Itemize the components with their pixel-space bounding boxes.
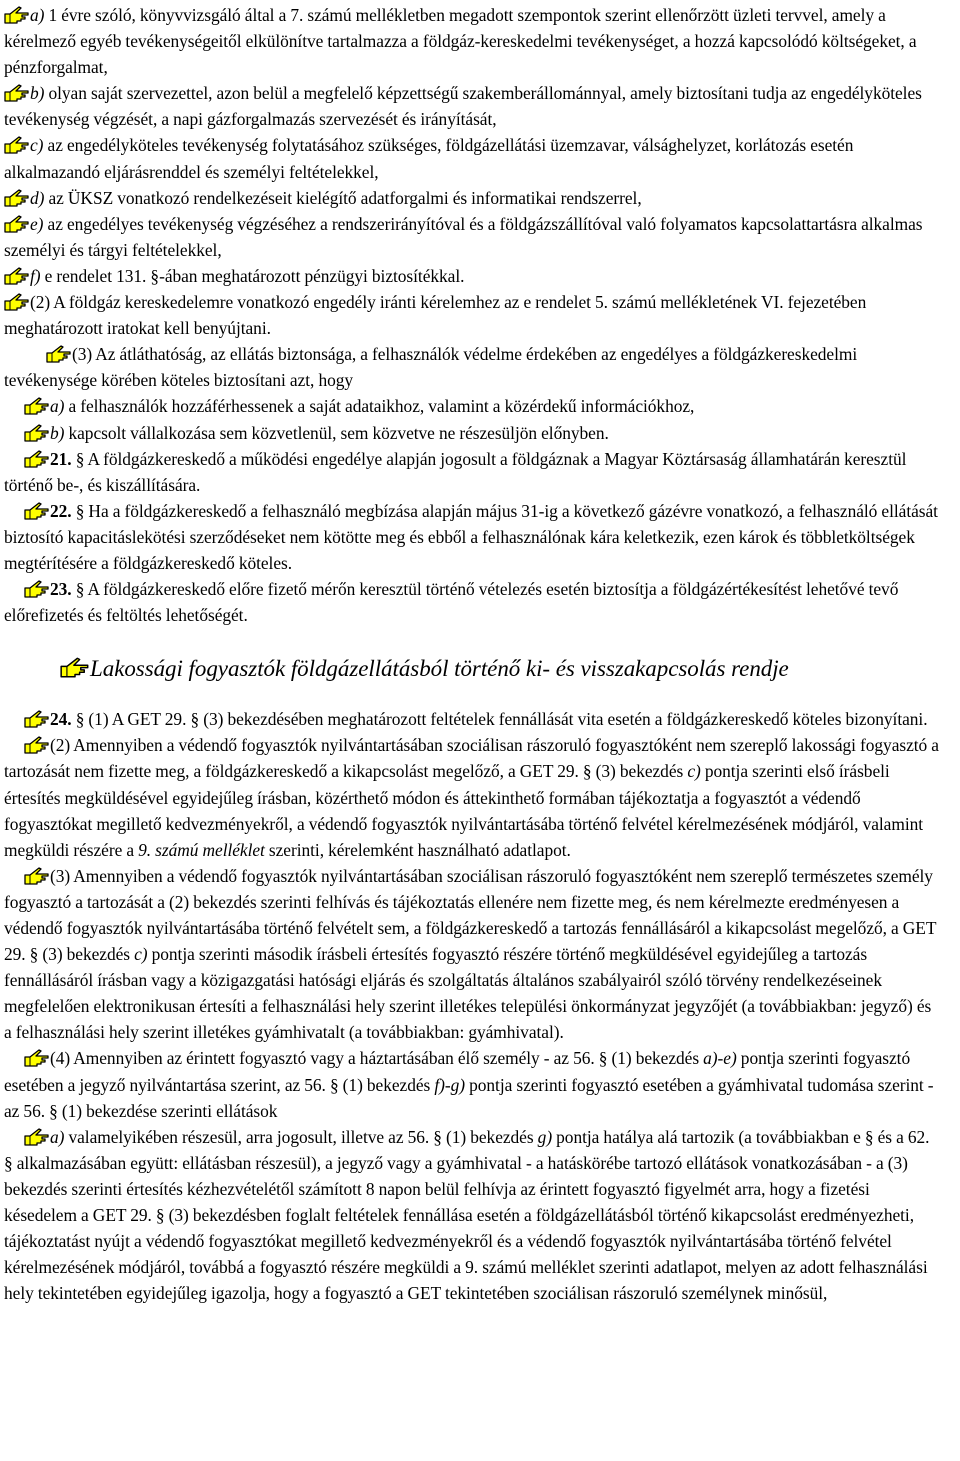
pointing-hand-icon [24, 579, 50, 598]
section-number: 23. [50, 579, 72, 600]
item-label: a) [50, 396, 65, 417]
paragraph-text: (2) A földgáz kereskedelemre vonatkozó engedély iránti kérelemhez az e rendelet 5. számú mellékletének VI. fejezetében meghatározott iratokat kell benyújtani. [4, 292, 867, 339]
paragraph-3a [4, 393, 940, 419]
heading-text: Lakossági fogyasztók földgázellátásból történő ki- és visszakapcsolás rendje [90, 656, 789, 682]
item-label: b) [50, 422, 65, 443]
italic-ref: c) [687, 761, 701, 782]
paragraph-text: § A földgázkereskedő a működési engedélye alapján jogosult a földgáznak a Magyar Köztársaság államhatárán keresztül történő be-, és kiszállítására. [4, 448, 907, 495]
paragraph-text: pontja szerinti második írásbeli értesítés fogyasztó részére történő megküldésével egyidejűleg a tartozás fennállásáról írásban vagy a közigazgatási hatósági eljárás és szolgáltatás általános szabályairól szóló törvény rendelkezéseinek megfelelően elektronikusan értesíti a felhasználási hely szerint illetékes települési önkormányzat jegyzőjét (a továbbiakban: jegyző) és a felhasználási hely szerint illetékes gyámhivatalt (a továbbiakban: gyámhivatal). [4, 944, 932, 1043]
pointing-hand-icon [24, 709, 50, 728]
pointing-hand-icon [4, 5, 30, 24]
italic-ref: 9. számú melléklet [138, 839, 265, 860]
paragraph-c [4, 132, 940, 184]
paragraph-text: (4) Amennyiben az érintett fogyasztó vagy a háztartásában élő személy - az 56. § (1) bekezdés [50, 1048, 704, 1069]
paragraph-24-4a [4, 1124, 940, 1307]
section-number: 21. [50, 448, 72, 469]
pointing-hand-icon [4, 188, 30, 207]
paragraph-e [4, 211, 940, 263]
paragraph-b [4, 80, 940, 132]
paragraph-text: 1 évre szóló, könyvvizsgáló által a 7. számú mellékletben megadott szempontok szerint ellenőrzött üzleti tervvel, amely a kérelmező egyéb tevékenységeitől elkülönítve tartalmazza a földgáz-kereskedelmi tevékenységet, a hozzá kapcsolódó költségeket, a pénzforgalmat, [4, 5, 917, 78]
italic-ref: a)-e) [703, 1048, 737, 1069]
pointing-hand-icon [24, 396, 50, 415]
section-23 [4, 576, 940, 628]
item-label: e) [30, 213, 44, 234]
paragraph-24-4 [4, 1045, 940, 1123]
section-22 [4, 498, 940, 576]
paragraph-d [4, 185, 940, 211]
paragraph-text: olyan saját szervezettel, azon belül a megfelelő képzettségű szakemberállománnyal, amely biztosítani tudja az engedélyköteles tevékenység végzését, a napi gázforgalmazás szervezését és irányítását, [4, 83, 922, 130]
item-label: f) [30, 265, 41, 286]
paragraph-text: a felhasználók hozzáférhessenek a saját adataikhoz, valamint a közérdekű információkhoz, [64, 396, 695, 417]
pointing-hand-icon [60, 656, 90, 678]
paragraph-text: pontja szerinti fogyasztó esetében a gyámhivatal tudomása szerint - az 56. § (1) bekezdése szerinti ellátások [4, 1074, 934, 1121]
paragraph-3 [4, 341, 940, 393]
pointing-hand-icon [24, 1127, 50, 1146]
paragraph-text: az engedélyes tevékenység végzéséhez a rendszerirányítóval és a földgázszállítóval való folyamatos kapcsolattartásra alkalmas személyi és tárgyi feltételekkel, [4, 213, 923, 260]
section-number: 24. [50, 709, 72, 730]
pointing-hand-icon [24, 501, 50, 520]
paragraph-2 [4, 289, 940, 341]
italic-ref: g) [537, 1126, 553, 1147]
pointing-hand-icon [46, 344, 72, 363]
pointing-hand-icon [24, 449, 50, 468]
item-label: d) [30, 187, 45, 208]
section-24 [4, 706, 940, 732]
paragraph-text: e rendelet 131. §-ában meghatározott pénzügyi biztosítékkal. [40, 265, 465, 286]
section-number: 22. [50, 500, 72, 521]
italic-ref: f)-g) [434, 1074, 465, 1095]
pointing-hand-icon [4, 292, 30, 311]
pointing-hand-icon [24, 423, 50, 442]
paragraph-text: az engedélyköteles tevékenység folytatásához szükséges, földgázellátási üzemzavar, válsághelyzet, korlátozás esetén alkalmazandó eljárásrenddel és személyi feltételekkel, [4, 135, 854, 182]
paragraph-text: pontja hatálya alá tartozik (a továbbiakban e § és a 62. § alkalmazásában együtt: ellátásban részesül), a jegyző vagy a gyámhivatal - a hatáskörébe tartozó ellátások vonatkozásában - a (3) bekezdés szerinti értesítés kézhezvételétől számított 8 napon belül felhívja az érintett fogyasztó figyelmét arra, hogy a fizetési késedelem a GET 29. § (3) bekezdésben foglalt feltételek fennállása esetén a földgázellátásból történő kikapcsolást eredményezheti, tájékoztatást nyújt a védendő fogyasztókat megillető kedvezményekről és a védendő fogyasztók nyilvántartásába történő felvétel kérelmezésének módjáról, továbbá a fogyasztó részére megküldi a 9. számú melléklet szerinti adatlapot, melyen az adott felhasználási hely tekintetében egyidejűleg igazolja, hogy a fogyasztó a GET tekintetében szociálisan rászoruló személynek minősül, [4, 1126, 930, 1304]
paragraph-3b [4, 420, 940, 446]
item-label: c) [30, 135, 44, 156]
item-label: a) [30, 5, 45, 25]
paragraph-text: kapcsolt vállalkozása sem közvetlenül, sem közvetve ne részesüljön előnyben. [64, 422, 609, 443]
paragraph-24-2 [4, 732, 940, 862]
paragraph-text: § (1) A GET 29. § (3) bekezdésében meghatározott feltételek fennállását vita esetén a földgázkereskedő köteles bizonyítani. [71, 709, 928, 730]
pointing-hand-icon [4, 135, 30, 154]
paragraph-f [4, 263, 940, 289]
pointing-hand-icon [4, 83, 30, 102]
section-21 [4, 446, 940, 498]
paragraph-text: az ÜKSZ vonatkozó rendelkezéseit kielégítő adatforgalmi és informatikai rendszerrel, [44, 187, 642, 208]
pointing-hand-icon [24, 1048, 50, 1067]
paragraph-text: (3) Amennyiben a védendő fogyasztók nyilvántartásában szociálisan rászoruló fogyasztóként nem szereplő természetes személy fogyasztó a tartozását a (2) bekezdés szerinti felhívás és tájékoztatás ellenére nem fizette meg, és nem kérelmezte eredményesen a védendő fogyasztók nyilvántartásába történő felvételt sem, a földgázkereskedő a tartozás fennállásáról a kikapcsolást megelőző, a GET 29. § (3) bekezdés [4, 865, 937, 965]
item-label: a) [50, 1126, 65, 1147]
paragraph-text: § Ha a földgázkereskedő a felhasználó megbízása alapján május 31-ig a következő gázévre vonatkozó, a felhasználó ellátását biztosító kapacitáslekötési szerződéseket nem kötötte meg és ebből a felhasználónak kára keletkezik, ezen károk és többletköltségek megtérítésére a földgázkereskedő köteles. [4, 500, 938, 573]
italic-ref: c) [134, 944, 148, 965]
pointing-hand-icon [24, 866, 50, 885]
paragraph-text: (3) Az átláthatóság, az ellátás biztonsága, a felhasználók védelme érdekében az engedélyes a földgázkereskedelmi tevékenysége körében köteles biztosítani azt, hogy [4, 344, 858, 391]
paragraph-text: (2) Amennyiben a védendő fogyasztók nyilvántartásában szociálisan rászoruló fogyasztóként nem szereplő lakossági fogyasztó a tartozását nem fizette meg, a földgázkereskedő a kikapcsolást megelőző, a GET 29. § (3) bekezdés [4, 735, 939, 782]
paragraph-text: § A földgázkereskedő előre fizető mérőn keresztül történő vételezés esetén biztosítja a földgázértékesítést lehetővé tevő előrefizetés és feltöltés lehetőségét. [4, 579, 899, 626]
paragraph-text: valamelyikében részesül, arra jogosult, illetve az 56. § (1) bekezdés [64, 1126, 538, 1147]
paragraph-text: szerinti, kérelemként használható adatlapot. [264, 839, 571, 860]
paragraph-text: pontja szerinti első írásbeli értesítés megküldésével egyidejűleg írásban, közérthető módon és áttekinthető formában tájékoztatja a fogyasztót a védendő fogyasztókat megillető kedvezményekről, a védendő fogyasztók nyilvántartásába történő felvétel kérelmezésének módjáról, valamint megküldi részére a [4, 761, 924, 860]
pointing-hand-icon [4, 214, 30, 233]
section-heading [60, 654, 940, 684]
paragraph-text: pontja szerinti fogyasztó esetében a jegyző nyilvántartása szerint, az 56. § (1) bekezdés [4, 1048, 911, 1095]
paragraph-a [4, 2, 940, 80]
pointing-hand-icon [4, 266, 30, 285]
pointing-hand-icon [24, 735, 50, 754]
paragraph-24-3 [4, 863, 940, 1046]
item-label: b) [30, 83, 45, 104]
